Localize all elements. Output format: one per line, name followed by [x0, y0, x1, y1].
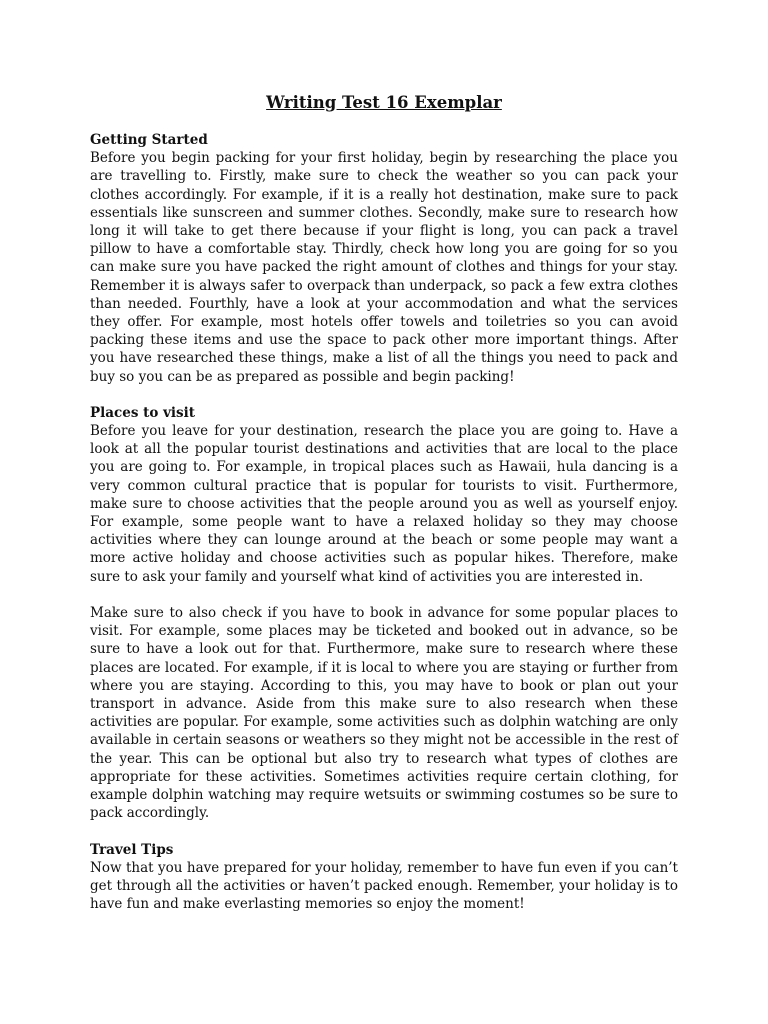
paragraph: Before you leave for your destination, research the place you are going to. Have a look at all the popular tourist destinations and activities that are local to the place you are going to. For example, in tropical places such as Hawaii, hula dancing is a very common cultural practice that is popular for tourists to visit. Furthermore, make sure to choose activities that the people around you as well as yourself enjoy. For example, some people want to have a relaxed holiday so they may choose activities where they can lounge around at the beach or some people may want a more active holiday and choose activities such as popular hikes. Therefore, make sure to ask your family and yourself what kind of activities you are interested in. — [90, 423, 678, 585]
paragraph: Make sure to also check if you have to book in advance for some popular places to visit. For example, some places may be ticketed and booked out in advance, so be sure to have a look out for that. Furthermore, make sure to research where these places are located. For example, if it is local to where you are staying or further from where you are staying. According to this, you may have to book or plan out your transport in advance. Aside from this make sure to also research when these activities are popular. For example, some activities such as dolphin watching are only available in certain seasons or weathers so they might not be accessible in the rest of the year. This can be optional but also try to research what types of clothes are appropriate for these activities. Sometimes activities require certain clothing, for example dolphin watching may require wetsuits or swimming costumes so be sure to pack accordingly. — [90, 605, 678, 822]
section-places-to-visit — [90, 404, 678, 823]
section-getting-started — [90, 131, 678, 386]
section-heading: Getting Started — [90, 132, 208, 148]
section-heading: Travel Tips — [90, 841, 174, 858]
document-page — [90, 92, 678, 931]
section-heading: Places to visit — [90, 404, 196, 421]
section-travel-tips — [90, 841, 678, 914]
paragraph: Now that you have prepared for your holiday, remember to have fun even if you can’t get through all the activities or haven’t packed enough. Remember, your holiday is to have fun and make everlasting memories so enjoy the moment! — [90, 859, 678, 913]
document-title: Writing Test 16 Exemplar — [266, 93, 502, 112]
paragraph: Before you begin packing for your first holiday, begin by researching the place you are travelling to. Firstly, make sure to check the weather so you can pack your clothes accordingly. For example, if it is a really hot destination, make sure to pack essentials like sunscreen and summer clothes. Secondly, make sure to research how long it will take to get there because if your flight is long, you can pack a travel pillow to have a comfortable stay. Thirdly, check how long you are going for so you can make sure you have packed the right amount of clothes and things for your stay. Remember it is always safer to overpack than underpack, so pack a few extra clothes than needed. Fourthly, have a look at your accommodation and what the services they offer. For example, most hotels offer towels and toiletries so you can avoid packing these items and use the space to pack other more important things. After you have researched these things, make a list of all the things you need to pack and buy so you can be as prepared as possible and begin packing! — [90, 150, 678, 385]
